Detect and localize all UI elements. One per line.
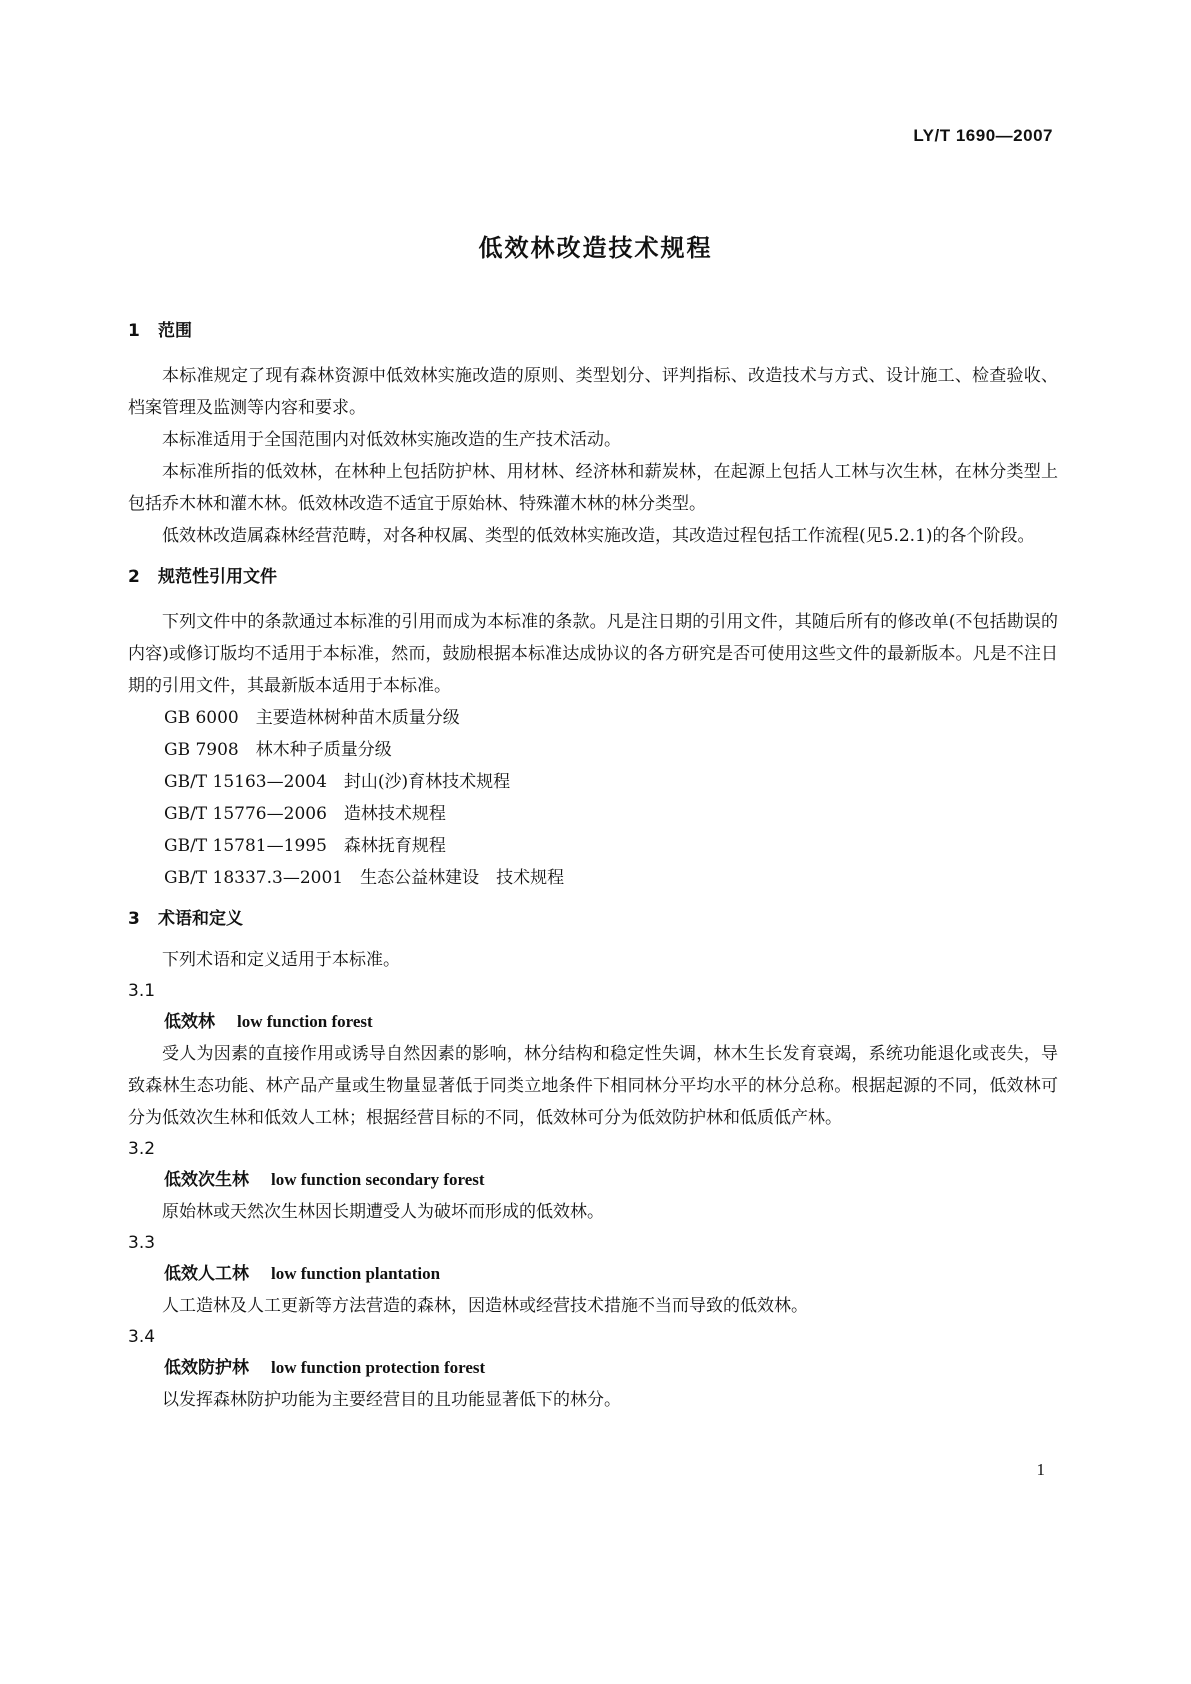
section-2-heading — [128, 566, 1058, 588]
section-number: 3 — [128, 909, 140, 929]
term-name — [128, 1352, 1058, 1384]
term-name-zh: 低效次生林 — [164, 1170, 249, 1190]
standard-code: LY/T 1690—2007 — [913, 126, 1053, 145]
term-definition: 人工造林及人工更新等方法营造的森林，因造林或经营技术措施不当而导致的低效林。 — [162, 1296, 808, 1316]
term-name-en: low function plantation — [271, 1264, 441, 1283]
paragraph: 下列术语和定义适用于本标准。 — [162, 950, 400, 970]
reference-item: GB 6000 主要造林树种苗木质量分级 — [164, 708, 460, 728]
term-name-zh: 低效防护林 — [164, 1358, 249, 1378]
document-title: 低效林改造技术规程 — [478, 234, 713, 262]
section-3-heading — [128, 908, 1058, 930]
term-name — [128, 1006, 1058, 1038]
paragraph: 本标准所指的低效林，在林种上包括防护林、用材林、经济林和薪炭林，在起源上包括人工林与次生林，在林分类型上包括乔木林和灌木林。低效林改造不适宜于原始林、特殊灌木林的林分类型。 — [128, 462, 1058, 514]
reference-item: GB 7908 林木种子质量分级 — [164, 740, 392, 760]
paragraph: 本标准适用于全国范围内对低效林实施改造的生产技术活动。 — [162, 430, 621, 450]
paragraph: 低效林改造属森林经营范畴，对各种权属、类型的低效林实施改造，其改造过程包括工作流程(见5.2.1)的各个阶段。 — [162, 526, 1035, 546]
reference-item: GB/T 18337.3—2001 生态公益林建设 技术规程 — [164, 868, 565, 888]
reference-item: GB/T 15781—1995 森林抚育规程 — [164, 836, 446, 856]
term-name-zh: 低效林 — [164, 1012, 215, 1032]
term-number: 3.1 — [128, 981, 156, 1001]
term-number: 3.2 — [128, 1139, 156, 1159]
term-name-en: low function protection forest — [271, 1358, 486, 1377]
section-1-heading — [128, 320, 1058, 342]
section-title: 规范性引用文件 — [158, 567, 277, 587]
paragraph: 本标准规定了现有森林资源中低效林实施改造的原则、类型划分、评判指标、改造技术与方式、设计施工、检查验收、档案管理及监测等内容和要求。 — [128, 366, 1058, 418]
term-definition: 受人为因素的直接作用或诱导自然因素的影响，林分结构和稳定性失调，林木生长发育衰竭，系统功能退化或丧失，导致森林生态功能、林产品产量或生物量显著低于同类立地条件下相同林分平均水平的林分总称。根据起源的不同，低效林可分为低效次生林和低效人工林；根据经营目标的不同，低效林可分为低效防护林和低质低产林。 — [128, 1044, 1058, 1128]
reference-item: GB/T 15163—2004 封山(沙)育林技术规程 — [164, 772, 511, 792]
term-name-en: low function secondary forest — [271, 1170, 485, 1189]
term-number: 3.3 — [128, 1233, 156, 1253]
term-name-en: low function forest — [237, 1012, 373, 1031]
section-number: 1 — [128, 321, 140, 341]
term-name-zh: 低效人工林 — [164, 1264, 249, 1284]
term-definition: 原始林或天然次生林因长期遭受人为破坏而形成的低效林。 — [162, 1202, 604, 1222]
paragraph: 下列文件中的条款通过本标准的引用而成为本标准的条款。凡是注日期的引用文件，其随后所有的修改单(不包括勘误的内容)或修订版均不适用于本标准，然而，鼓励根据本标准达成协议的各方研究是否可使用这些文件的最新版本。凡是不注日期的引用文件，其最新版本适用于本标准。 — [128, 612, 1058, 696]
term-name — [128, 1164, 1058, 1196]
document-body — [128, 320, 1058, 1416]
term-definition: 以发挥森林防护功能为主要经营目的且功能显著低下的林分。 — [162, 1390, 621, 1410]
section-number: 2 — [128, 567, 140, 587]
term-number: 3.4 — [128, 1327, 156, 1347]
page-number: 1 — [1036, 1460, 1045, 1479]
reference-item: GB/T 15776—2006 造林技术规程 — [164, 804, 446, 824]
section-title: 术语和定义 — [158, 909, 243, 929]
section-title: 范围 — [158, 321, 192, 341]
term-name — [128, 1258, 1058, 1290]
